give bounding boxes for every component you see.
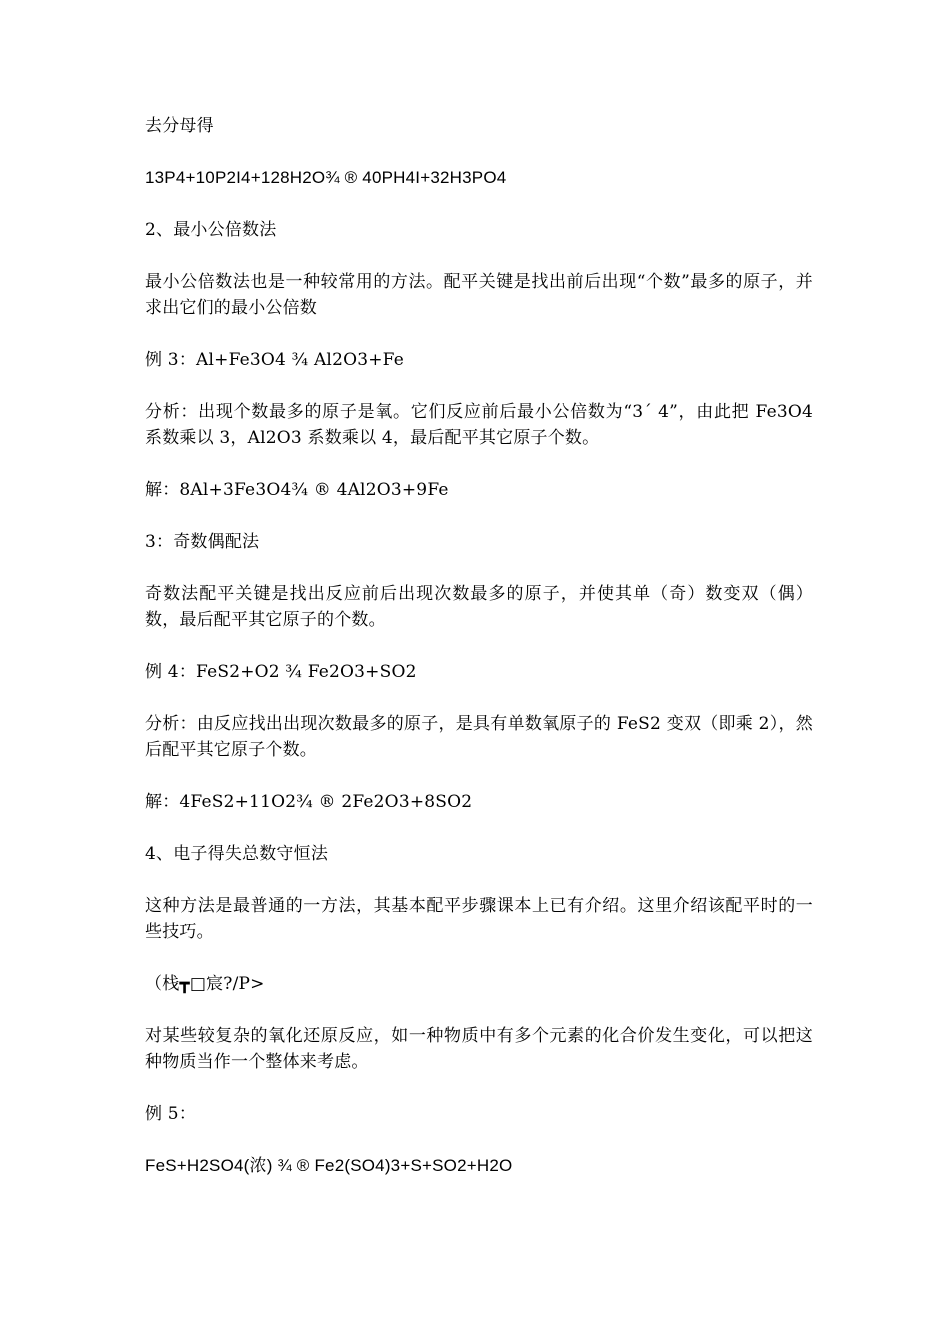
document-body — [145, 113, 813, 1205]
text-paragraph: 去分母得 — [145, 116, 214, 136]
example-line: 例 4：FeS2+O2 ¾ Fe2O3+SO2 — [145, 662, 417, 682]
garbled-line: （栈┳□宸?/P> — [145, 974, 265, 994]
analysis-paragraph: 分析：出现个数最多的原子是氧。它们反应前后最小公倍数为“3´ 4”，由此把 Fe3O4 系数乘以 3，Al2O3 系数乘以 4，最后配平其它原子个数。 — [145, 402, 813, 448]
equation-line: 13P4+10P2I4+128H2O¾ ® 40PH4I+32H3PO4 — [145, 168, 507, 187]
section-heading: 3：奇数偶配法 — [145, 532, 260, 552]
analysis-paragraph: 分析：由反应找出出现次数最多的原子，是具有单数氧原子的 FeS2 变双（即乘 2），然后配平其它原子个数。 — [145, 714, 813, 760]
example-line: 例 3：Al+Fe3O4 ¾ Al2O3+Fe — [145, 350, 405, 370]
equation-line: FeS+H2SO4(浓) ¾ ® Fe2(SO4)3+S+SO2+H2O — [145, 1156, 513, 1175]
section-heading: 4、电子得失总数守恒法 — [145, 844, 329, 864]
example-line: 例 5： — [145, 1104, 197, 1124]
solution-line: 解：8Al+3Fe3O4¾ ® 4Al2O3+9Fe — [145, 480, 449, 500]
text-paragraph: 对某些较复杂的氧化还原反应，如一种物质中有多个元素的化合价发生变化，可以把这种物质当作一个整体来考虑。 — [145, 1026, 813, 1072]
text-paragraph: 这种方法是最普通的一方法，其基本配平步骤课本上已有介绍。这里介绍该配平时的一些技巧。 — [145, 896, 813, 942]
solution-line: 解：4FeS2+11O2¾ ® 2Fe2O3+8SO2 — [145, 792, 473, 812]
text-paragraph: 最小公倍数法也是一种较常用的方法。配平关键是找出前后出现“个数”最多的原子，并求出它们的最小公倍数 — [145, 272, 813, 318]
text-paragraph: 奇数法配平关键是找出反应前后出现次数最多的原子，并使其单（奇）数变双（偶）数，最后配平其它原子的个数。 — [145, 584, 813, 630]
section-heading: 2、最小公倍数法 — [145, 220, 277, 240]
